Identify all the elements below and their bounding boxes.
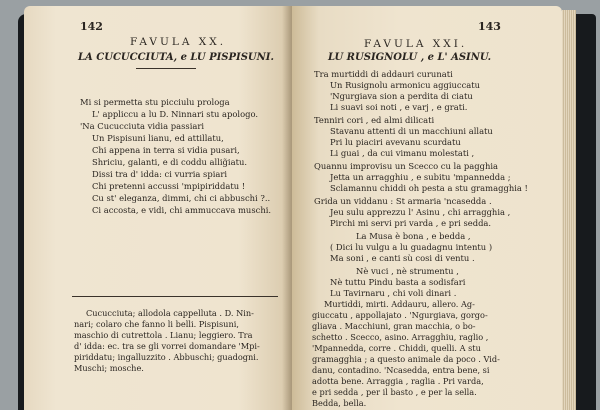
verse-line: Un Pispisuni lianu, ed attillatu, [92,133,224,143]
verse-line: 'Na Cucucciuta vidia passiari [80,121,205,131]
verse-line: Chi pretenni accussi 'mpipiriddatu ! [92,181,246,191]
footnote-line: 'Mpannedda, corre . Chiddi, quelli. A stu [312,343,481,353]
footnote-line: Cucucciuta; allodola cappelluta . D. Nin- [86,308,254,318]
footnote-line: d' idda: ec. tra se gli vorrei domandare 'Mpi- [74,341,260,351]
footnote-rule [72,296,278,297]
page-edges [562,10,576,410]
verse-line: Jeu sulu apprezzu l' Asinu , chi arragghia , [330,207,511,217]
footnote-line: danu, contadino. 'Ncasedda, entra bene, si [312,365,490,375]
footnote-line: schetto . Scecco, asino. Arragghiu, raglio , [312,332,489,342]
verse-line: Ma soni , e canti sù cosi di ventu . [330,253,475,263]
verse-line: Mi si permetta stu picciulu prologa [80,97,230,107]
verse-line: 'Ngurgiava sion a perdita di ciatu [330,91,473,101]
verse-line: La Musa è bona , e bedda , [356,231,471,241]
verse-line: ( Dici lu vulgu a lu guadagnu intentu ) [330,242,493,252]
footnote-line: gliava . Macchiuni, gran macchia, o bo- [312,321,476,331]
footnote-line: Murtiddi, mirti. Addauru, allero. Ag- [324,299,475,309]
verse-line: Quannu improvisu un Scecco cu la pagghia [314,161,499,171]
verse-line: Stavanu attenti di un macchiuni allatu [330,126,493,136]
right-page [292,6,562,410]
fable-subtitle: LA CUCUCCIUTA, e LU PISPISUNI. [78,52,274,63]
title-rule [136,68,196,69]
footnote-line: adotta bene. Arraggia , raglia . Pri varda, [312,376,484,386]
verse-line: Pirchi mi servi pri varda , e pri sedda. [330,218,492,228]
page-number: 143 [478,20,501,33]
fable-subtitle: LU RUSIGNOLU , e L' ASINU. [328,52,492,63]
verse-line: Pri lu piaciri avevanu scurdatu [330,137,461,147]
footnote-line: Muschi; mosche. [74,363,144,373]
verse-line: Li guai , da cui vimanu molestati , [330,148,475,158]
footnote-line: gramagghia ; a questo animale da poco . Vid- [312,354,500,364]
verse-line: L' appliccu a lu D. Ninnari stu apologo. [92,109,259,119]
verse-line: Nè vuci , nè strumentu , [356,266,459,276]
footnote-line: maschio di cutrettola . Lianu; leggiero. Tra [74,330,253,340]
verse-line: Shriciu, galanti, e di coddu allig̃iatu. [92,157,248,167]
verse-line: Chi appena in terra si vidia pusari, [92,145,240,155]
verse-line: Tra murtiddi di addauri curunati [314,69,453,79]
verse-line: Grida un viddanu : St armaria 'ncasedda . [314,196,492,206]
footnote-line: nari; colaro che fanno li belli. Pispisuni, [74,319,239,329]
verse-line: Tenniri cori , ed almi dilicati [314,115,435,125]
verse-line: Dissi tra d' idda: ci vurria spiari [92,169,228,179]
verse-line: Cu st' eleganza, dimmi, chi ci abbuschi ?.. [92,193,271,203]
footnote-line: Bedda, bella. [312,398,367,408]
verse-line: Nè tuttu Pindu basta a sodisfari [330,277,466,287]
verse-line: Un Rusignolu armonicu aggiuccatu [330,80,481,90]
page-number: 142 [80,20,103,33]
footnote-line: piriddatu; ingalluzzito . Abbuschi; guadogni. [74,352,259,362]
verse-line: Jetta un arragghiu , e subitu 'mpannedda ; [330,172,511,182]
fable-heading: FAVULA XXI. [364,38,468,50]
footnote-line: e pri sedda , per il basto , e per la sella. [312,387,477,397]
left-page [24,6,292,410]
verse-line: Sclamannu chiddi oh pesta a stu gramagghia ! [330,183,528,193]
verse-line: Li suavi soi noti , e varj , e grati. [330,102,468,112]
footnote-line: giuccatu , appollajato . 'Ngurgiava, gorgo- [312,310,488,320]
verse-line: Ci accosta, e vidi, chi ammuccava muschi. [92,205,272,215]
verse-line: Lu Tavirnaru , chi voli dinari . [330,288,457,298]
fable-heading: FAVULA XX. [130,36,227,48]
